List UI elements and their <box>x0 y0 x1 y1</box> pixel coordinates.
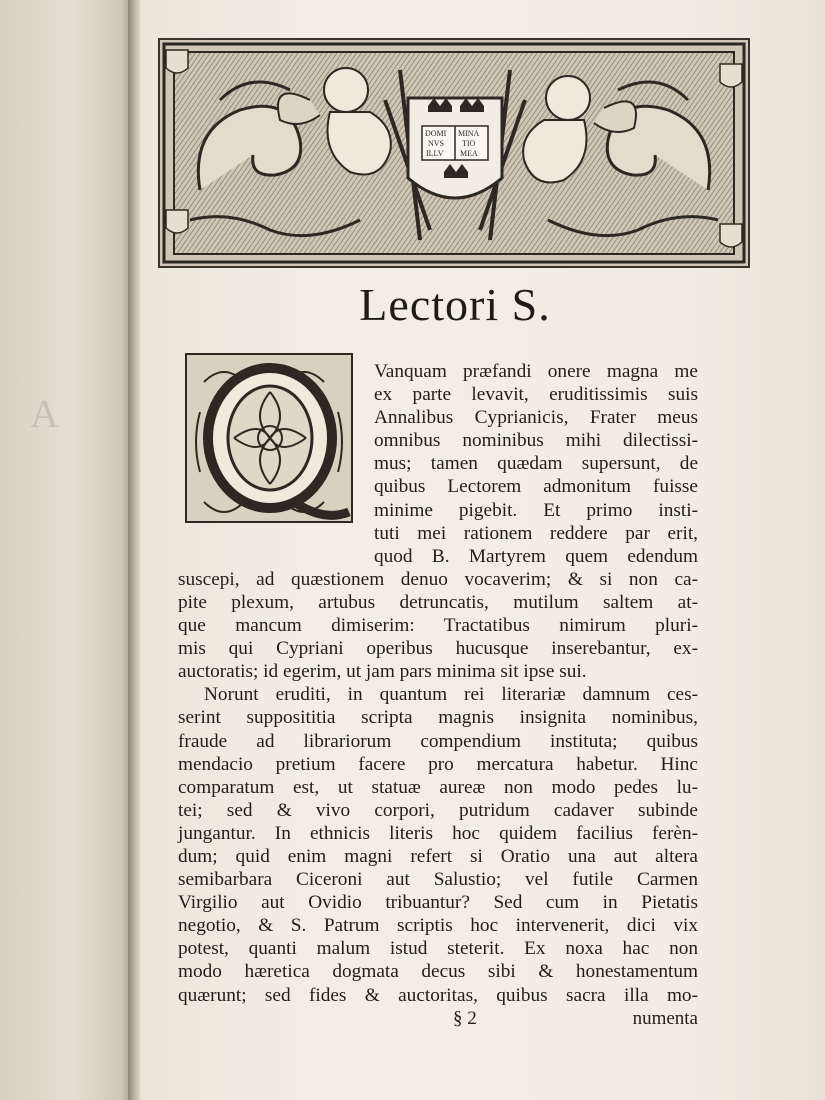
text-line: mus; tamen quædam supersunt, de <box>374 453 698 475</box>
left-page <box>0 0 132 1100</box>
text-line: que mancum dimiserim: Tractatibus nimirum pluri- <box>178 615 698 637</box>
signature-mark: § 2 <box>453 1008 477 1029</box>
text-line: jungantur. In ethnicis literis hoc quidem facilius ferèn- <box>178 822 698 844</box>
headpiece-illustration <box>160 40 748 266</box>
engraved-headpiece <box>158 38 750 268</box>
text-line: pite plexum, artubus detruncatis, mutilum saltem at- <box>178 591 698 613</box>
text-line: mis qui Cypriani operibus hucusque inserebantur, ex- <box>178 638 698 660</box>
body-text <box>178 360 698 1007</box>
shield-motto-left-3: ILLV <box>426 149 444 158</box>
text-line: suscepi, ad quæstionem denuo vocaverim; & si non ca- <box>178 568 698 590</box>
text-line: auctoratis; id egerim, ut jam pars minima sit ipse sui. <box>178 661 587 683</box>
text-line: quod B. Martyrem quem edendum <box>374 545 698 567</box>
text-line: Virgilio aut Ovidio tribuantur? Sed cum in Pietatis <box>178 892 698 914</box>
text-line: negotio, & S. Patrum scriptis hoc intervenerit, dici vix <box>178 915 698 937</box>
text-line: modo hæretica dogmata decus sibi & honestamentum <box>178 961 698 983</box>
shield-motto-right-2: TIO <box>462 139 476 148</box>
text-line: ex parte levavit, eruditissimis suis <box>374 384 698 406</box>
text-line: tuti mei rationem reddere par erit, <box>374 522 698 544</box>
text-line: tei; sed & vivo corpori, putridum cadaver subinde <box>178 799 698 821</box>
text-line: serint supposititia scripta magnis insignita nominibus, <box>178 707 698 729</box>
text-line: mendacio pretium facere pro mercatura habetur. Hinc <box>178 753 698 775</box>
page-title: Lectori S. <box>359 279 551 330</box>
text-line: potest, quanti malum istud steterit. Ex noxa hac non <box>178 938 698 960</box>
shield-motto-right-1: MINA <box>458 129 480 138</box>
text-line: Norunt eruditi, in quantum rei literariæ damnum ces- <box>204 684 698 706</box>
text-line: Vanquam præfandi onere magna me <box>374 361 698 382</box>
shield-motto-left-2: NVS <box>428 139 445 148</box>
text-line: omnibus nominibus mihi dilectissi- <box>374 430 698 452</box>
text-line: quærunt; sed fides & auctoritas, quibus sacra illa mo- <box>178 984 698 1006</box>
text-line: Annalibus Cyprianicis, Frater meus <box>374 407 698 429</box>
text-line: fraude ad librariorum compendium instituta; quibus <box>178 730 698 752</box>
page-footer <box>178 1008 698 1034</box>
text-line: dum; quid enim magni refert si Oratio una aut altera <box>178 845 698 867</box>
left-page-bleed-through: A <box>30 391 61 436</box>
shield-motto-left-1: DOMI <box>425 129 447 138</box>
shield-motto-right-3: MEA <box>460 149 478 158</box>
coat-of-arms-shield-icon <box>408 98 502 198</box>
text-line: comparatum est, ut statuæ aureæ non modo pedes lu- <box>178 776 698 798</box>
text-line: quibus Lectorem admonitum fuisse <box>374 476 698 498</box>
text-line: minime pigebit. Et primo insti- <box>374 499 698 521</box>
text-line: semibarbara Ciceroni aut Salustio; vel futile Carmen <box>178 869 698 891</box>
catchword: numenta <box>632 1008 698 1029</box>
